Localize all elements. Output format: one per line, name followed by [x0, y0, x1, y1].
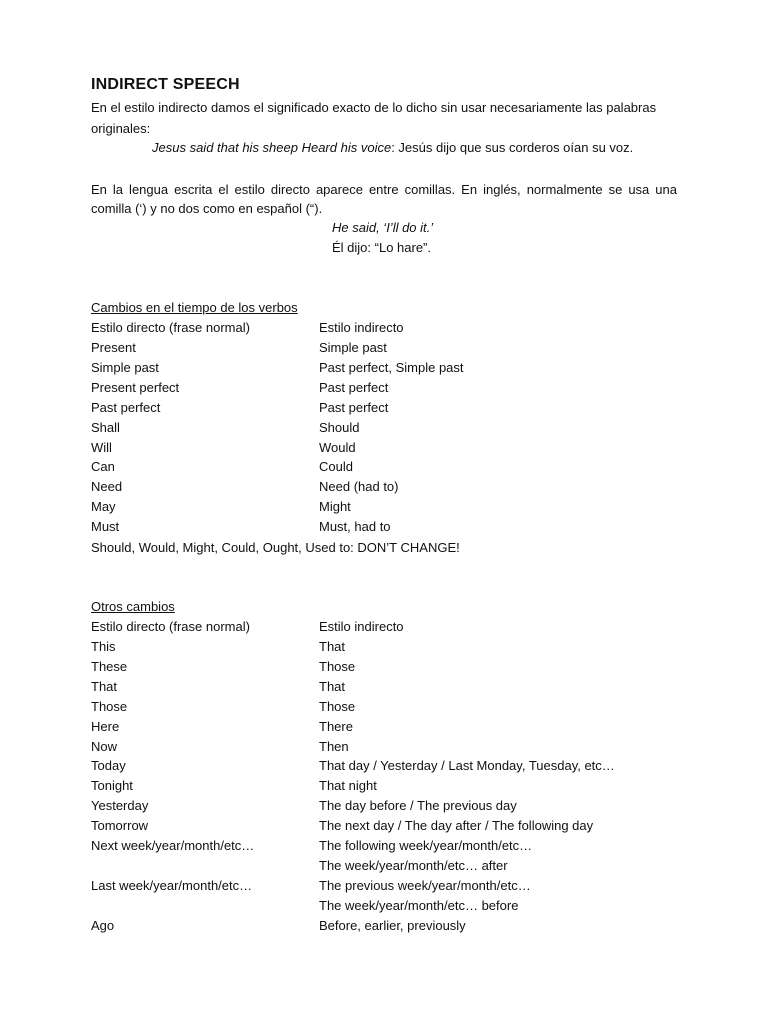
tense-direct-cell: Will	[91, 439, 112, 455]
others-heading: Otros cambios	[91, 599, 175, 614]
example-colon: :	[391, 140, 399, 155]
page-title: INDIRECT SPEECH	[91, 76, 240, 93]
other-indirect-cell: The day before / The previous day	[319, 798, 517, 814]
quotes-line-1: En la lengua escrita el estilo directo aparece entre comillas. En inglés, normalmente se usa una	[91, 182, 677, 197]
other-direct-cell: Tonight	[91, 778, 133, 794]
other-indirect-cell: That day / Yesterday / Last Monday, Tuesday, etc…	[319, 758, 615, 774]
other-direct-cell: Those	[91, 698, 128, 714]
tense-direct-cell: Need	[91, 479, 123, 495]
other-direct-cell: Ago	[91, 917, 115, 933]
other-direct-cell: Now	[91, 738, 118, 754]
tense-indirect-cell: Could	[319, 459, 353, 475]
tenses-heading: Cambios en el tiempo de los verbos	[91, 300, 298, 315]
other-direct-cell: Today	[91, 758, 126, 774]
tenses-note: Should, Would, Might, Could, Ought, Used to: DON’T CHANGE!	[91, 540, 460, 555]
tense-indirect-cell: Simple past	[319, 340, 387, 355]
other-direct-cell: Next week/year/month/etc…	[91, 838, 255, 853]
tenses-col2-header: Estilo indirecto	[319, 320, 404, 335]
other-indirect-cell: The following week/year/month/etc…	[319, 838, 533, 853]
tense-direct-cell: Simple past	[91, 359, 159, 375]
other-indirect-cell: The next day / The day after / The following day	[319, 818, 594, 834]
quotes-example-spanish: Él dijo: “Lo hare”.	[332, 240, 431, 255]
tense-direct-cell: Past perfect	[91, 399, 161, 415]
other-indirect-cell: Then	[319, 738, 349, 754]
intro-line-1: En el estilo indirecto damos el significado exacto de lo dicho sin usar necesariamente las palabras	[91, 100, 657, 115]
intro-example	[152, 139, 692, 156]
other-indirect-cell: Before, earlier, previously	[319, 917, 466, 933]
other-direct-cell: That	[91, 678, 118, 694]
tense-direct-cell: Present	[91, 340, 136, 355]
tense-indirect-cell: Must, had to	[319, 519, 391, 535]
tense-indirect-cell: Would	[319, 439, 356, 455]
other-indirect-cell: The previous week/year/month/etc…	[319, 877, 531, 893]
other-indirect-cell: The week/year/month/etc… before	[319, 897, 519, 913]
other-direct-cell: Last week/year/month/etc…	[91, 877, 253, 893]
other-indirect-cell: There	[319, 718, 353, 734]
tense-indirect-cell: Past perfect, Simple past	[319, 359, 464, 375]
others-col1-header: Estilo directo (frase normal)	[91, 619, 250, 634]
tense-direct-cell: Shall	[91, 419, 120, 435]
others-col2-header: Estilo indirecto	[319, 619, 404, 634]
other-direct-cell: This	[91, 639, 116, 654]
example-spanish: Jesús dijo que sus corderos oían su voz.	[398, 140, 634, 155]
example-english: Jesus said that his sheep Heard his voice	[152, 140, 392, 155]
tense-direct-cell: Can	[91, 459, 115, 475]
tense-direct-cell: Must	[91, 519, 120, 535]
quotes-example-english: He said, ‘I’ll do it.’	[332, 220, 434, 235]
other-indirect-cell: Those	[319, 658, 356, 674]
tense-direct-cell: May	[91, 499, 116, 515]
intro-line-2: originales:	[91, 121, 151, 136]
tense-direct-cell: Present perfect	[91, 379, 180, 395]
tense-indirect-cell: Past perfect	[319, 399, 389, 415]
other-indirect-cell: That night	[319, 778, 377, 794]
other-indirect-cell: Those	[319, 698, 356, 714]
tense-indirect-cell: Need (had to)	[319, 479, 399, 495]
tense-indirect-cell: Might	[319, 499, 351, 515]
other-direct-cell: Tomorrow	[91, 818, 149, 834]
tense-indirect-cell: Past perfect	[319, 379, 389, 395]
other-indirect-cell: That	[319, 678, 346, 694]
other-indirect-cell: That	[319, 639, 346, 654]
other-direct-cell: These	[91, 658, 128, 674]
quotes-line-2: comilla (‘) y no dos como en español (“).	[91, 201, 323, 216]
tense-indirect-cell: Should	[319, 419, 360, 435]
tenses-col1-header: Estilo directo (frase normal)	[91, 320, 250, 335]
other-indirect-cell: The week/year/month/etc… after	[319, 857, 508, 873]
other-direct-cell: Yesterday	[91, 798, 149, 814]
other-direct-cell: Here	[91, 718, 120, 734]
